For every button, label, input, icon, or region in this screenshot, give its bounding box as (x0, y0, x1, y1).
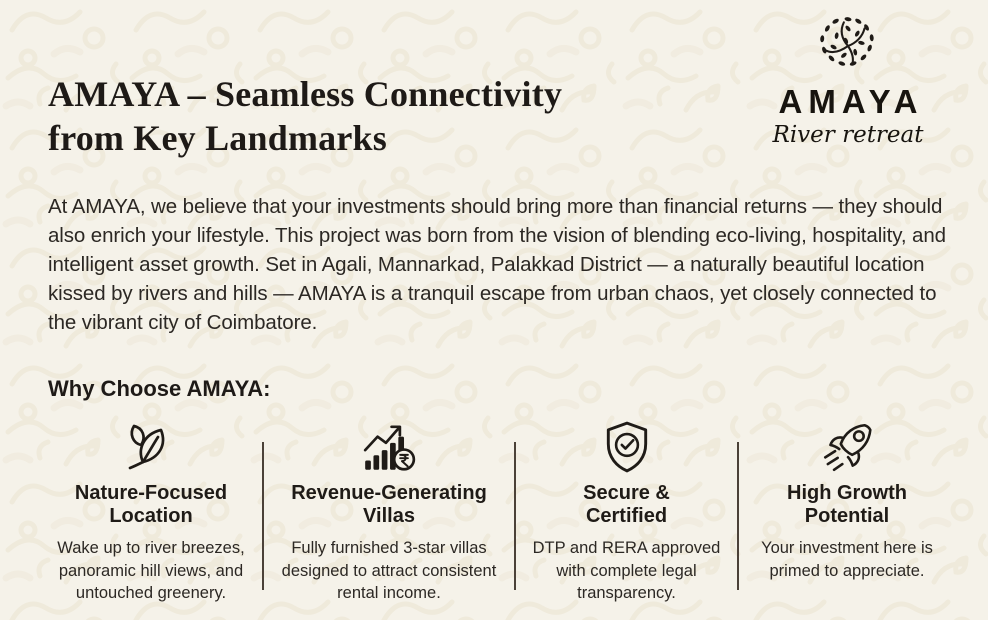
intro-paragraph: At AMAYA, we believe that your investments should bring more than financial returns — they should also enrich your lifestyle. This project was born from the vision of blending eco-living, hospitality, and intelligent asset growth. Set in Agali, Mannarkad, Palakkad District — a naturally beautiful location kissed by rivers and hills — AMAYA is a tranquil escape from urban chaos, yet closely connected to the vibrant city of Coimbatore. (48, 195, 946, 334)
shield-check-icon (602, 420, 652, 474)
feature-description: Fully furnished 3-star villas designed to attract consistent rental income. (281, 539, 497, 602)
growth-chart-rupee-icon (360, 420, 418, 474)
brand-name: AMAYA (778, 83, 924, 120)
page-title: AMAYA – Seamless Connectivity from Key Landmarks (48, 74, 563, 158)
leaf-icon (124, 421, 178, 473)
feature-high-growth (739, 418, 955, 582)
feature-title: Nature-Focused Location (74, 482, 228, 527)
feature-revenue-villas (264, 418, 514, 605)
canopy-leaves (820, 17, 874, 67)
feature-nature-location (40, 418, 262, 605)
feature-description: Your investment here is primed to appreciate. (761, 539, 933, 580)
feature-description: DTP and RERA approved with complete legal transparency. (532, 539, 721, 602)
feature-title: Revenue-Generating Villas (291, 482, 487, 527)
why-choose-heading: Why Choose AMAYA: (48, 376, 271, 401)
brand-tagline: River retreat (772, 122, 924, 148)
feature-description: Wake up to river breezes, panoramic hill views, and untouched greenery. (57, 539, 245, 602)
tree-canopy-icon (815, 12, 881, 80)
rocket-icon (818, 420, 876, 474)
feature-secure-certified (516, 418, 737, 605)
features-row (40, 418, 955, 605)
feature-title: High Growth Potential (787, 482, 907, 527)
brand-logo (766, 12, 930, 148)
feature-title: Secure & Certified (583, 482, 670, 527)
